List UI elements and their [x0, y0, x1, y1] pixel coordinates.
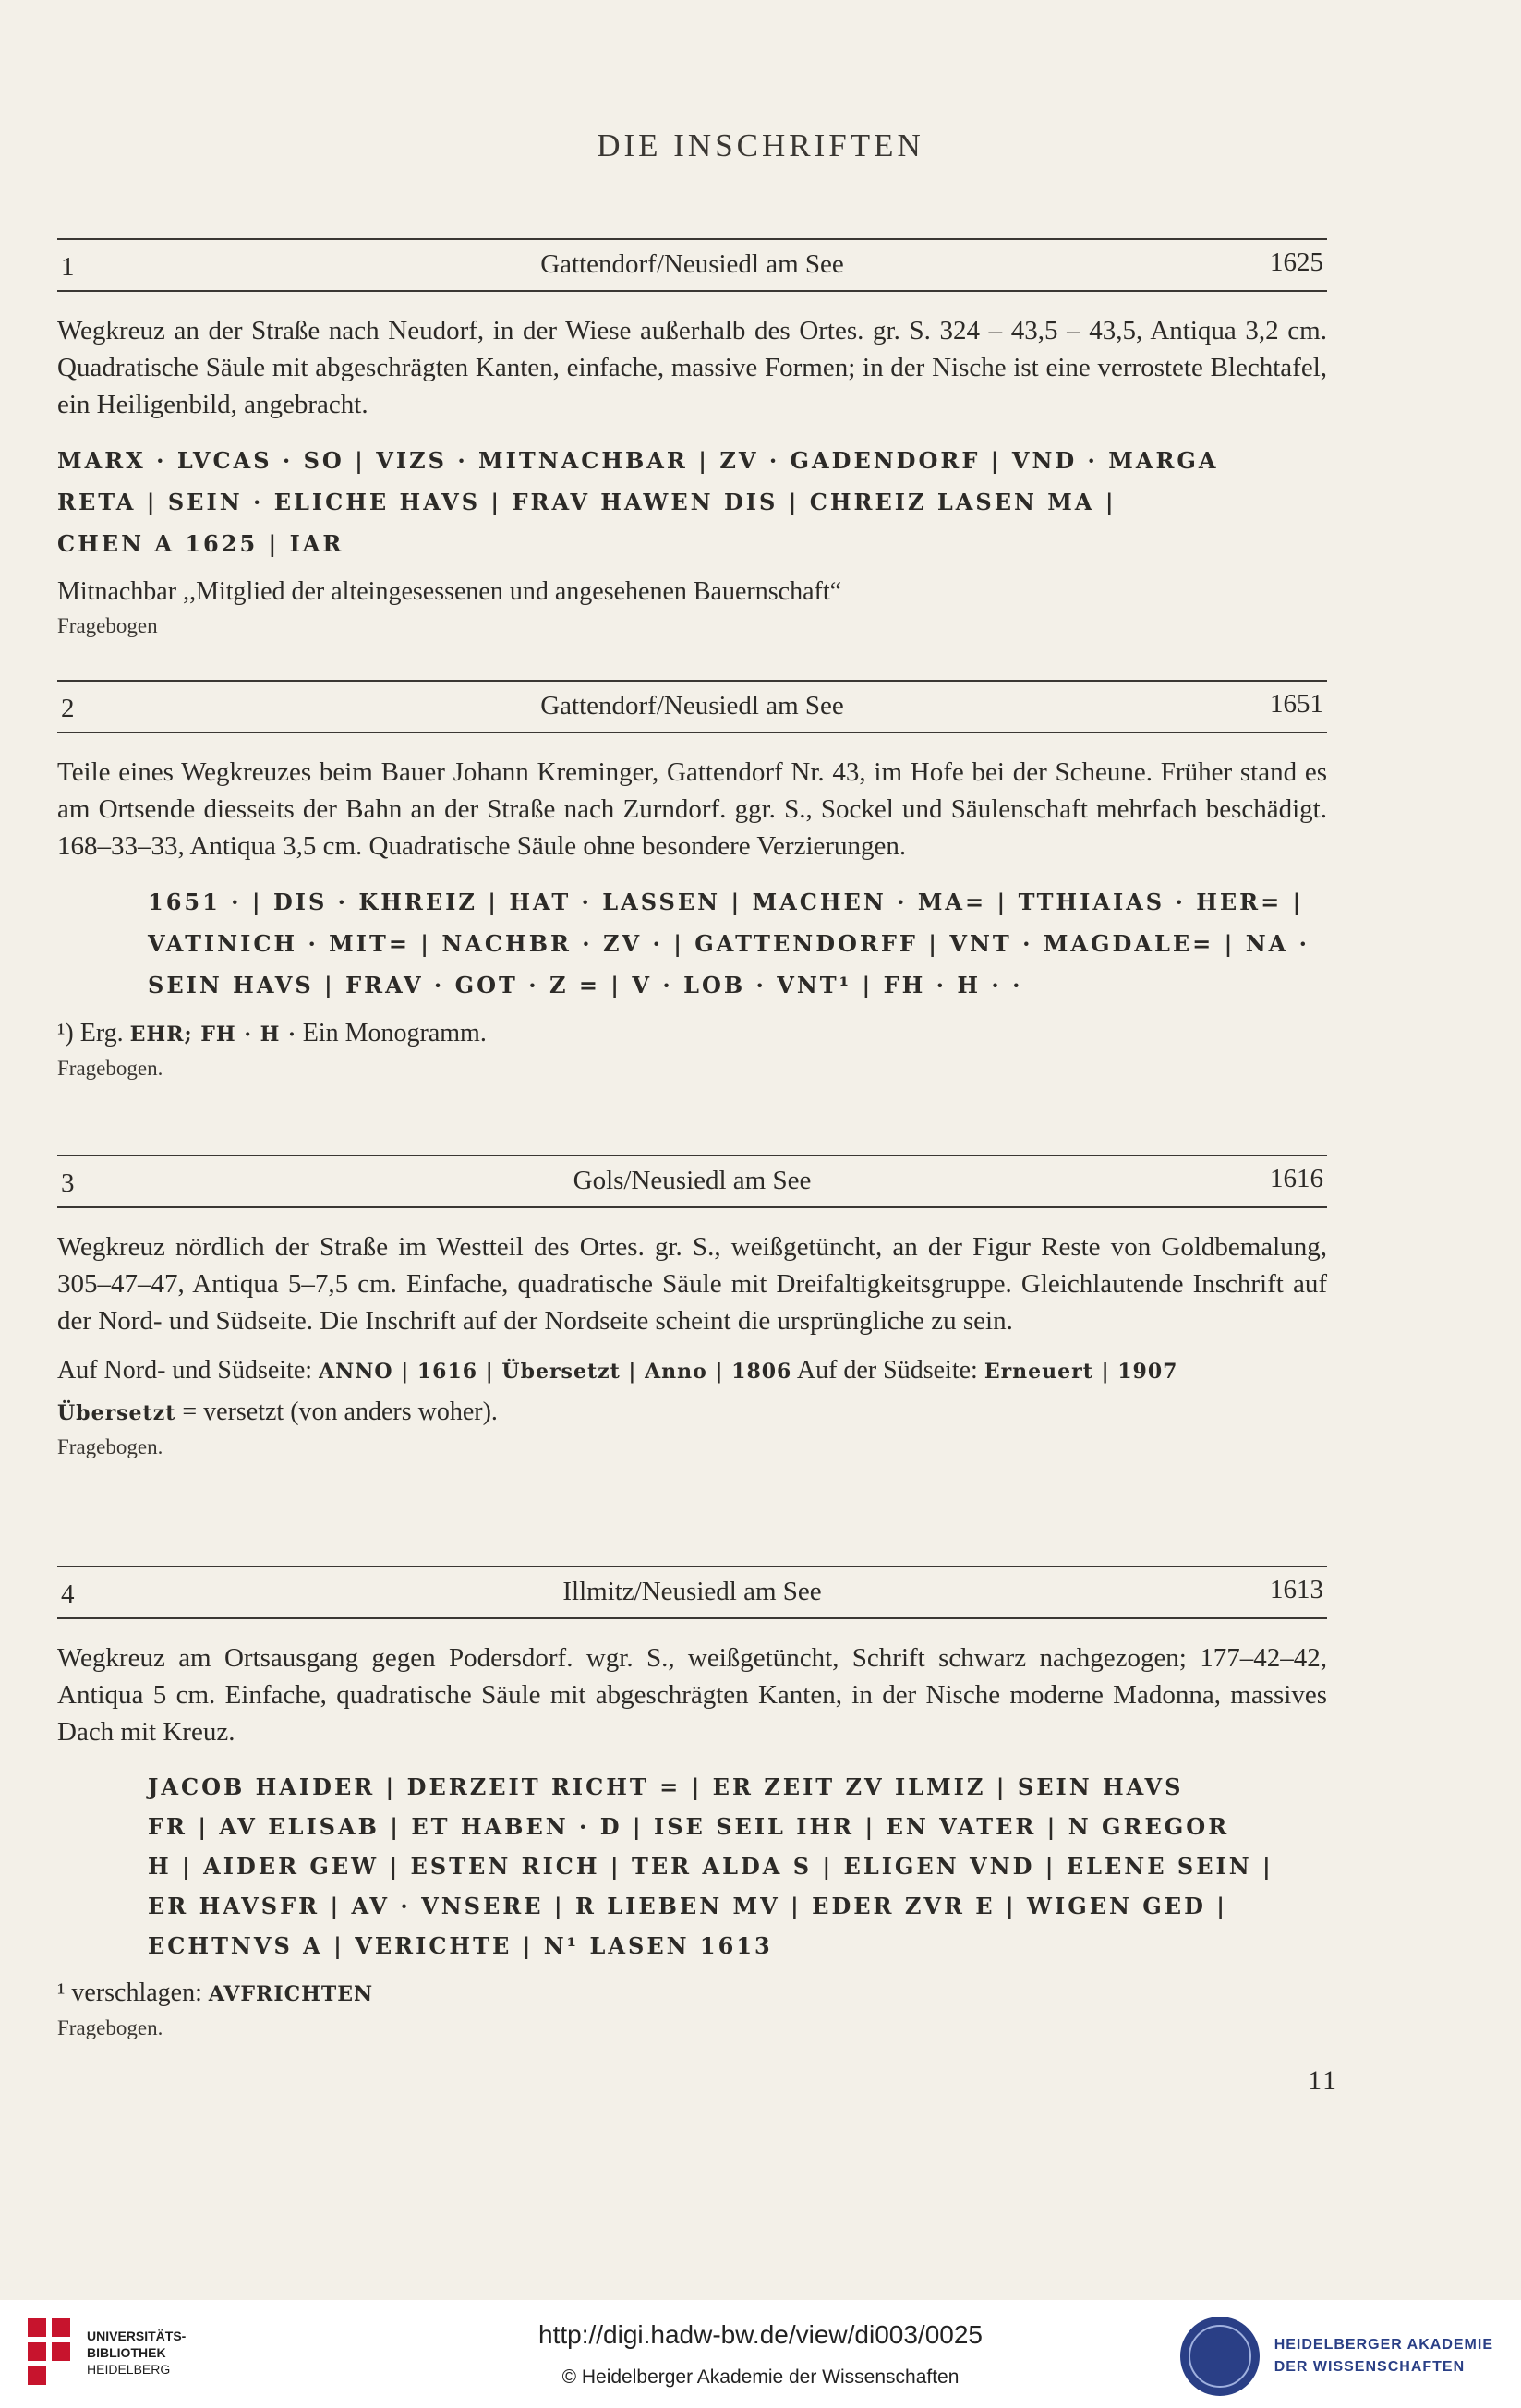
inscription-line: SEIN HAVS | FRAV · GOT · Z = | V · LOB · VNT¹ | FH · H · ·	[148, 972, 1023, 998]
entry-year: 1616	[1270, 1164, 1323, 1193]
inscription-line: CHEN A 1625 | IAR	[57, 530, 344, 557]
entry-source: Fragebogen.	[57, 2016, 163, 2039]
entry-place: Illmitz/Neusiedl am See	[562, 1577, 822, 1606]
entry-4	[57, 1566, 1327, 2040]
ub-line: BIBLIOTHEK	[87, 2345, 166, 2360]
copyright-notice: © Heidelberger Akademie der Wissenschaften	[561, 2366, 960, 2388]
entry-description: Wegkreuz nördlich der Straße im Westteil des Ortes. gr. S., weißgetüncht, an der Figur Reste von Goldbemalung, 305–47–47, Antiqua 5–7,5 cm. Einfache, quadratische Säule mit Dreifaltigkeitsgruppe. Gleichlautende Inschrift auf der Nord- und Südseite. Die Inschrift auf der Nordseite scheint die ursprüngliche zu sein.	[57, 1232, 1327, 1336]
entry-note	[57, 1975, 1327, 2013]
academy-seal-icon	[1180, 2317, 1260, 2396]
inscription	[57, 1767, 1327, 1966]
entry-description: Wegkreuz am Ortsausgang gegen Podersdorf. wgr. S., weißgetüncht, Schrift schwarz nachgezogen; 177–42–42, Antiqua 5 cm. Einfache, quadratische Säule mit abgeschrägten Kanten, in der Nische moderne Madonna, massives Dach mit Kreuz.	[57, 1643, 1327, 1747]
note-suffix: = versetzt (von anders woher).	[182, 1398, 498, 1426]
permalink-url[interactable]: http://digi.hadw-bw.de/view/di003/0025	[538, 2320, 983, 2349]
entry-heading	[57, 680, 1327, 733]
entry-description: Wegkreuz an der Straße nach Neudorf, in der Wiese außerhalb des Ortes. gr. S. 324 – 43,5 – 43,5, Antiqua 3,2 cm. Quadratische Säule mit abgeschrägten Kanten, einfache, massive Formen; in der Nische ist eine verrostete Blechtafel, ein Heiligenbild, angebracht.	[57, 316, 1327, 419]
entry-1	[57, 238, 1327, 638]
page-number: 11	[1308, 2065, 1338, 2096]
entry-year: 1651	[1270, 689, 1323, 719]
entry-source: Fragebogen.	[57, 1435, 163, 1458]
inscription-mid: Auf der Südseite:	[796, 1356, 978, 1385]
inscription-line: MARX · LVCAS · SO | VIZS · MITNACHBAR | ZV · GADENDORF | VND · MARGA	[57, 447, 1219, 474]
hadw-logo[interactable]	[1180, 2317, 1493, 2396]
inscription-line	[57, 1352, 1327, 1390]
entry-heading	[57, 1566, 1327, 1619]
entry-place: Gols/Neusiedl am See	[573, 1166, 812, 1195]
note-bold: AVFRICHTEN	[208, 1982, 374, 2006]
inscription-line: FR | AV ELISAB | ET HABEN · D | ISE SEIL IHR | EN VATER | N GREGOR	[148, 1813, 1230, 1840]
note-suffix: Ein Monogramm.	[302, 1019, 487, 1047]
entry-2	[57, 680, 1327, 1081]
entry-year: 1625	[1270, 248, 1323, 277]
hd-line: HEIDELBERGER AKADEMIE	[1274, 2337, 1493, 2353]
note-bold: EHR; FH · H ·	[129, 1022, 296, 1047]
inscription-line: RETA | SEIN · ELICHE HAVS | FRAV HAWEN DIS | CHREIZ LASEN MA |	[57, 489, 1117, 515]
entry-place: Gattendorf/Neusiedl am See	[540, 249, 844, 279]
entry-description: Teile eines Wegkreuzes beim Bauer Johann Kreminger, Gattendorf Nr. 43, im Hofe bei der Scheune. Früher stand es am Ortsende diesseits der Bahn an der Straße nach Zurndorf. ggr. S., Sockel und Säulenschaft mehrfach beschädigt. 168–33–33, Antiqua 3,5 cm. Quadratische Säule ohne besondere Verzierungen.	[57, 757, 1327, 861]
entry-number: 4	[61, 1579, 75, 1609]
entry-year: 1613	[1270, 1575, 1323, 1604]
inscription-line: ECHTNVS A | VERICHTE | N¹ LASEN 1613	[148, 1932, 773, 1959]
entry-place: Gattendorf/Neusiedl am See	[540, 691, 844, 720]
inscription-line: VATINICH · MIT= | NACHBR · ZV · | GATTENDORFF | VNT · MAGDALE= | NA ·	[148, 930, 1310, 957]
entry-heading	[57, 1155, 1327, 1208]
inscription	[57, 881, 1327, 1006]
ub-line: HEIDELBERG	[87, 2362, 171, 2377]
viewer-footer	[0, 2300, 1521, 2408]
inscription-line: JACOB HAIDER | DERZEIT RICHT = | ER ZEIT ZV ILMIZ | SEIN HAVS	[148, 1773, 1184, 1800]
entry-source: Fragebogen.	[57, 1057, 163, 1080]
hd-line: DER WISSENSCHAFTEN	[1274, 2359, 1466, 2375]
inscription	[57, 440, 1327, 564]
inscription-line: 1651 · | DIS · KHREIZ | HAT · LASSEN | MACHEN · MA= | TTHIAIAS · HER= |	[148, 889, 1304, 915]
entry-source: Fragebogen	[57, 614, 158, 637]
inscription-line: H | AIDER GEW | ESTEN RICH | TER ALDA S | ELIGEN VND | ELENE SEIN |	[148, 1853, 1274, 1880]
note-prefix: ¹ verschlagen:	[57, 1978, 202, 2007]
entry-3	[57, 1155, 1327, 1459]
inscription-bold: ANNO | 1616 | Übersetzt | Anno | 1806	[319, 1360, 792, 1384]
entry-number: 3	[61, 1168, 75, 1198]
entry-note	[57, 1394, 1327, 1432]
inscription-prefix: Auf Nord- und Südseite:	[57, 1356, 313, 1385]
inscription-bold: Erneuert | 1907	[984, 1360, 1178, 1384]
entry-number: 2	[61, 694, 75, 723]
entry-note	[57, 1015, 1327, 1053]
entry-number: 1	[61, 252, 75, 282]
note-prefix: ¹) Erg.	[57, 1019, 124, 1047]
ub-line: UNIVERSITÄTS-	[87, 2329, 187, 2343]
note-bold: Übersetzt	[57, 1401, 176, 1425]
entry-heading	[57, 238, 1327, 292]
inscription-line: ER HAVSFR | AV · VNSERE | R LIEBEN MV | EDER ZVR E | WIGEN GED |	[148, 1893, 1227, 1919]
entry-note: Mitnachbar ,,Mitglied der alteingesessenen und angesehenen Bauernschaft“	[57, 577, 842, 606]
running-header: DIE INSCHRIFTEN	[597, 127, 924, 163]
